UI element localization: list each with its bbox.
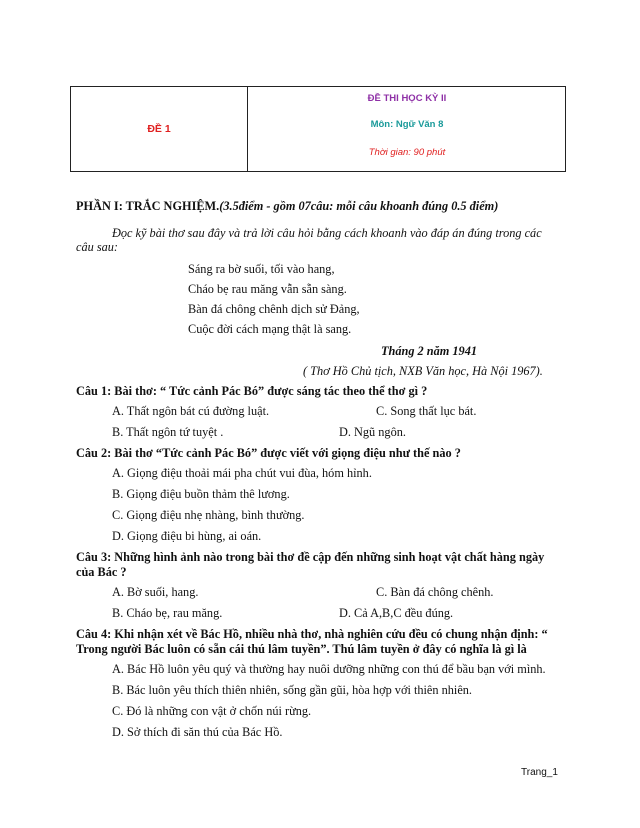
q1-option-c[interactable]: C. Song thất lục bát. bbox=[376, 404, 477, 418]
section-subtitle: (3.5điểm - gồm 07câu: mỗi câu khoanh đúng 0.5 điểm) bbox=[219, 199, 499, 213]
poem-date: Tháng 2 năm 1941 bbox=[381, 344, 478, 358]
q4-option-b[interactable]: B. Bác luôn yêu thích thiên nhiên, sống gần gũi, hòa hợp với thiên nhiên. bbox=[112, 683, 472, 697]
q2-option-a[interactable]: A. Giọng điệu thoải mái pha chút vui đùa, hóm hỉnh. bbox=[112, 466, 372, 480]
exam-title: ĐỀ THI HỌC KỲ II bbox=[367, 93, 447, 104]
q2-option-d[interactable]: D. Giọng điệu bi hùng, ai oán. bbox=[112, 529, 262, 543]
q2-option-c[interactable]: C. Giọng điệu nhẹ nhàng, bình thường. bbox=[112, 508, 305, 522]
q3-option-a[interactable]: A. Bờ suối, hang. bbox=[112, 585, 199, 599]
instruction-line-1: Đọc kỹ bài thơ sau đây và trả lời câu hỏi bằng cách khoanh vào đáp án đúng trong các bbox=[112, 226, 542, 240]
section-heading bbox=[76, 199, 498, 214]
question-3-line-1: Câu 3: Những hình ảnh nào trong bài thơ đề cập đến những sinh hoạt vật chất hàng ngày bbox=[76, 550, 545, 564]
poem-line-2: Cháo bẹ rau măng vẫn sẵn sàng. bbox=[188, 282, 347, 296]
question-4-line-1: Câu 4: Khi nhận xét về Bác Hồ, nhiều nhà thơ, nhà nghiên cứu đều có chung nhận định: “ bbox=[76, 627, 548, 641]
q4-option-d[interactable]: D. Sở thích đi săn thú của Bác Hồ. bbox=[112, 725, 283, 739]
question-2: Câu 2: Bài thơ “Tức cảnh Pác Bó” được viết với giọng điệu như thế nào ? bbox=[76, 446, 461, 460]
q1-option-b[interactable]: B. Thất ngôn tứ tuyệt . bbox=[112, 425, 224, 439]
instruction-line-2: câu sau: bbox=[76, 240, 119, 254]
poem-line-4: Cuộc đời cách mạng thật là sang. bbox=[188, 322, 352, 336]
page-number: Trang_1 bbox=[521, 767, 558, 778]
poem-line-3: Bàn đá chông chênh dịch sử Đảng, bbox=[188, 302, 360, 316]
q3-option-b[interactable]: B. Cháo bẹ, rau măng. bbox=[112, 606, 223, 620]
q3-option-c[interactable]: C. Bàn đá chông chênh. bbox=[376, 585, 494, 599]
q2-option-b[interactable]: B. Giọng điệu buồn thảm thê lương. bbox=[112, 487, 290, 501]
q4-option-a[interactable]: A. Bác Hồ luôn yêu quý và thường hay nuôi dưỡng những con thú để bầu bạn với mình. bbox=[112, 662, 546, 676]
q1-option-a[interactable]: A. Thất ngôn bát cú đường luật. bbox=[112, 404, 270, 418]
exam-info bbox=[248, 87, 565, 171]
poem-source: ( Thơ Hồ Chủ tịch, NXB Văn học, Hà Nội 1967). bbox=[303, 364, 543, 378]
exam-header-table bbox=[70, 86, 566, 172]
question-4-line-2: Trong người Bác luôn có sẵn cái thú lâm tuyền”. Thú lâm tuyền ở đây có nghĩa là gì là bbox=[76, 642, 527, 656]
question-3-line-2: của Bác ? bbox=[76, 565, 127, 579]
q4-option-c[interactable]: C. Đó là những con vật ở chốn núi rừng. bbox=[112, 704, 312, 718]
section-title: PHẦN I: TRẮC NGHIỆM. bbox=[76, 199, 220, 213]
exam-code: ĐỀ 1 bbox=[71, 87, 248, 171]
exam-time: Thời gian: 90 phút bbox=[368, 147, 446, 158]
q3-option-d[interactable]: D. Cả A,B,C đều đúng. bbox=[339, 606, 454, 620]
poem-line-1: Sáng ra bờ suối, tối vào hang, bbox=[188, 262, 335, 276]
q1-option-d[interactable]: D. Ngũ ngôn. bbox=[339, 425, 406, 439]
exam-subject: Môn: Ngữ Văn 8 bbox=[370, 119, 444, 130]
question-1: Câu 1: Bài thơ: “ Tức cảnh Pác Bó” được sáng tác theo thể thơ gì ? bbox=[76, 384, 428, 398]
